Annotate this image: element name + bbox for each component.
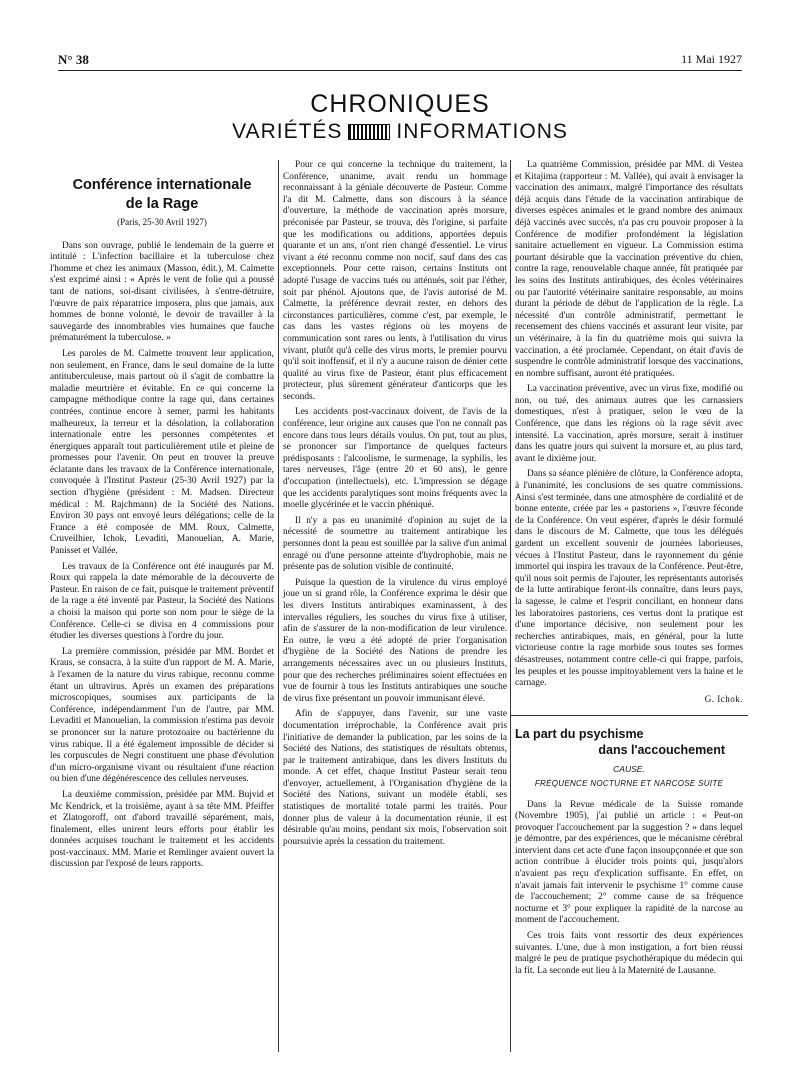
article1-paragraph: La quatrième Commission, présidée par MM. di Vestea et Kitajima (rapporteur : M. Vallée), qui avait à envisager la vaccination des animaux, malgré l'importance des résultats déjà acquis dans l'étude de la vaccination antirabique de diverses espèces animales et le grand nombre des animaux déjà vaccinés avec succès, n'a pas cru pouvoir proposer à la Conférence de modifier profondément la législation sanitaire actuellement en vigueur. La Commission estima pourtant désirable que la vaccination préventive du chien, contre la rage, renouvelable chaque année, fût pratiquée par les soins des Instituts antirabiques, des écoles vétérinaires ou par l'autorité vétérinaire sanitaire responsable, au moins durant la période de début de l'application de la règle. La nécessité d'un contrôle administratif, permettant le recensement des chiens vaccinés et assurant leur visite, par un vétérinaire, à la fin du quatrième mois qui suivra la vaccination, a été proclamée. Cependant, on était d'avis de suspendre le contrôle administratif lorsque des vaccinations, en nombre suffisant, auront été pratiquées. — [515, 160, 743, 379]
article1-title-line1: Conférence internationale — [72, 177, 252, 193]
column-rule-2 — [510, 160, 511, 1052]
article1-paragraph: Il n'y a pas eu unanimité d'opinion au sujet de la nécessité de soumettre au traitement antirabique les personnes dont la peau est souillée par la salive d'un animal enragé ou d'une personne atteinte d'hydrophobie, mais ne présente pas de solution visible de continuité. — [283, 515, 507, 573]
article1-paragraph: La vaccination préventive, avec un virus fixe, modifié ou non, ou tué, des animaux autres que les carnassiers domestiques, n'est à pratiquer, selon le vœu de la Conférence, que dans les régions où la rage sévit avec intensité. La vaccination, après morsure, serait à instituer dans les quatre jours qui suivent la morsure et, au plus tard, avant le dixième jour. — [515, 384, 743, 464]
article2-subhead: FRÉQUENCE NOCTURNE ET NARCOSE SUITE — [534, 778, 724, 788]
article1-paragraph: Dans sa séance plénière de clôture, la Conférence adopta, à l'unanimité, les conclusions de ses quatre commissions. Ainsi s'est terminée, dans une atmosphère de cordialité et de bonne entente, créée par les « pastoriens », l'œuvre féconde de la Conférence. On veut espérer, d'après le désir formulé dans le discours de M. Calmette, que tous les délégués gardent un excellent souvenir de journées laborieuses, vécues à l'Institut Pasteur, dans le rayonnement du génie immortel qui inspira les travaux de la Conférence. Peut-être, qu'il nous soit permis de l'ajouter, les représentants autorisés de la lutte antirabique feront-ils connaître, dans leurs pays, la sagesse, le calme et l'esprit conciliant, en honneur dans les laboratoires pastoriens, ces vertus dont la pratique est d'une importance décisive, non seulement pour les recherches antirabiques, mais, en général, pour la lutte victorieuse contre la rage morbide sous toutes ses formes désastreuses, notamment contre celle-ci qui frappe, parfois, les peuples et les pousse impitoyablement vers la haine et le carnage. — [515, 469, 743, 689]
article1-paragraph: Dans son ouvrage, publié le lendemain de la guerre et intitulé : L'infection bacillaire et la tuberculose chez l'homme et chez les animaux (Masson, édit.), M. Calmette s'est exprimé ainsi : « Après le vent de folie qui a poussé tant de nations, soi-disant civilisées, à s'entre-détruire, l'œuvre de paix réparatrice imposera, plus que jamais, aux hommes de bonne volonté, le devoir de travailler à la sauvegarde des innombrables vies humaines que fauche prématurément la tuberculose. » — [50, 240, 274, 344]
article2-cause: CAUSE. — [613, 764, 645, 775]
masthead-ornament-icon — [348, 124, 390, 140]
header-rule — [58, 70, 742, 71]
column-rule-1 — [278, 160, 279, 1052]
article1-paragraph: Les paroles de M. Calmette trouvent leur application, non seulement, en France, dans le seul domaine de la lutte antituberculeuse, mais partout où il s'agit de combattre la maladie meurtrière et évitable. En ce qui concerne la campagne méthodique contre la rage qui, dans certaines contrées, continue encore à semer, parmi les habitants malheureux, la terreur et la désolation, la collaboration internationale entre les personnes compétentes et énergiques apparaît tout particulièrement utile et pleine de promesses pour l'avenir. On peut en trouver la preuve éclatante dans les travaux de la Conférence internationale, convoquée à l'Institut Pasteur (25-30 Avril 1927) par la section d'hygiène (président : M. Madsen. Directeur médical : M. Rajchmann) de la Société des Nations. Environ 30 pays ont envoyé leurs délégations; celle de la France a été composée de MM. Roux, Calmette, Cruveilhier, Ichok, Levaditi, Manouelian, A. Marie, Panisset et Vallée. — [50, 348, 274, 557]
article1-paragraph: Puisque la question de la virulence du virus employé joue un si grand rôle, la Conférence exprima le désir que les divers Instituts antirabiques examinassent, à des intervalles réguliers, les souches du virus fixe à utiliser, afin de s'assurer de la non-modification de leur virulence. En outre, le vœu a été adopté de prier l'organisation d'hygiène de la Société des Nations de prendre les arrangements nécessaires avec un ou plusieurs Instituts, pour que des recherches préliminaires soient effectuées en vue de fournir à tous les Instituts antirabiques une souche de virus fixe présentant un pouvoir immunisant élevé. — [283, 577, 507, 704]
article2-paragraph: Dans la Revue médicale de la Suisse romande (Novembre 1905), j'ai publié un article : « Peut-on provoquer l'accouchement par la suggestion ? » dans lequel je démontre, par des expériences, que le mécanisme cérébral intervient dans cet acte d'une façon insoupçonnée et que son action contribue à élucider trois points qui, jusqu'alors n'avaient pas reçu d'explication suffisante. En effet, on n'avait jamais fait intervenir le psychisme 1° comme cause de l'accouchement; 2° comme cause de sa fréquence nocturne et 3° pour expliquer la rapidité de la narcose au moment de l'accouchement. — [515, 799, 743, 926]
column-1 — [50, 160, 274, 871]
masthead-informations: INFORMATIONS — [396, 120, 568, 143]
article-separator — [510, 715, 748, 716]
column-3 — [515, 160, 743, 977]
column-2 — [283, 160, 507, 848]
masthead-varietes: VARIÉTÉS — [232, 120, 343, 143]
masthead-chroniques: CHRONIQUES — [310, 90, 490, 118]
article1-paragraph: Pour ce qui concerne la technique du traitement, la Conférence, unanime, avait rendu un hommage reconnaissant à la géniale découverte de Pasteur. Comme l'a dit M. Calmette, dans son discours à la séance d'ouverture, la méthode de vaccination après morsure, préconisée par Pasteur, se trouva, dès l'origine, si parfaite que les modifications ou additions, apportées depuis quarante et un ans, n'ont rien changé d'essentiel. Le virus vivant a été reconnu comme non nocif, sauf dans des cas exceptionnels. Pour cette raison, certains Instituts ont adopté l'usage de vaccins tués ou atténués, soit par l'éther, soit par phénol. Ajoutons que, de l'avis autorisé de M. Calmette, la préférence devrait rester, en dehors des circonstances particulières, comme c'est, par exemple, le cas dans les vastes régions où les moyens de communication sont rares ou lents, à l'utilisation du virus vivant, plutôt qu'à celle des virus morts, le premier pourvu qu'il soit inoffensif, et il n'y a aucune raison de dénier cette qualité au virus fixe de Pasteur, étant plus efficacement protecteur, plus sûrement générateur d'anticorps que les seconds. — [283, 160, 507, 402]
issue-number: N° 38 — [58, 52, 89, 67]
masthead-line2 — [0, 120, 800, 144]
article1-paragraph: Afin de s'appuyer, dans l'avenir, sur une vaste documentation irréprochable, la Conférence avait pris l'initiative de demander la publication, par les soins de la Société des Nations, des statistiques de résultats obtenus, par le traitement antirabique, dans les divers Instituts du monde. A cet effet, chaque Institut Pasteur serait tenu d'envoyer, actuellement, à l'Organisation d'hygiène de la Société des Nations, suivant un modèle établi, ses statistiques de mortalité totale parmi les traités. Pour donner plus de valeur à la documentation réunie, il est désirable qu'au moins, pendant six mois, l'observation soit poursuivie après la cessation du traitement. — [283, 709, 507, 847]
article1-paragraph: La deuxième commission, présidée par MM. Bujvid et Mc Kendrick, et la troisième, ayant à sa tête MM. Pfeiffer et Zlatogoroff, ont d'abord travaillé séparément, mais, finalement, elles unirent leurs efforts pour établir les données acquises touchant le traitement et les accidents post-vaccinaux. MM. Marie et Remlinger avaient ouvert la discussion par l'exposé de leurs rapports. — [50, 789, 274, 870]
article2-title-line1: La part du psychisme — [515, 727, 644, 742]
issue-date: 11 Mai 1927 — [681, 52, 742, 66]
article1-subtitle: (Paris, 25-30 Avril 1927) — [117, 217, 207, 227]
article1-signature: G. Ichok. — [704, 693, 743, 704]
article2-title-line2: dans l'accouchement — [598, 743, 725, 758]
article1-paragraph: La première commission, présidée par MM. Bordet et Kraus, se consacra, à la suite d'un rapport de M. A. Marie, à l'examen de la nature du virus rabique, reconnu comme étant un ultravirus. Après un examen des préparations microscopiques, soumises aux participants de la Conférence, indépendamment l'un de l'autre, par MM. Levaditi et Manouelian, la commission n'estima pas devoir se prononcer sur la nature protozoaire ou bactérienne du virus rabique. Il a été également impossible de décider si les corpuscules de Negri constituent une phase d'évolution d'un micro-organisme vivant ou résultaient d'une réaction ou bien d'une dégénérescence des cellules nerveuses. — [50, 646, 274, 785]
article2-paragraph: Ces trois faits vont ressortir des deux expériences suivantes. L'une, due à mon instigation, a fort bien réussi malgré le peu de pratique psychothérapique du médecin qui la fit. La seconde eut lieu à la Maternité de Lausanne. — [515, 931, 743, 976]
article1-title-line2: de la Rage — [125, 196, 199, 212]
article1-paragraph: Les travaux de la Conférence ont été inaugurés par M. Roux qui rappela la date mémorable de la découverte de Pasteur. En raison de ce fait, puisque le traitement préventif de la rage a été inventé par Pasteur, la Société des Nations a choisi la maison qui porte son nom pour le siège de la Conférence. Celle-ci se divisa en 4 commissions pour étudier les diverses questions à l'ordre du jour. — [50, 561, 274, 642]
running-header — [58, 52, 742, 70]
article1-paragraph: Les accidents post-vaccinaux doivent, de l'avis de la conférence, leur origine aux causes que l'on ne connaît pas encore dans tous leurs détails voulus. On put, tout au plus, se prononcer sur l'importance de quelques facteurs prédisposants : l'alcoolisme, le surmenage, la syphilis, les tares nerveuses, l'âge (entre 20 et 60 ans), le genre d'occupation (intellectuels), etc. L'impression se dégage que les accidents paralytiques sont moins fréquents avec la moelle glycérinée et le vaccin phéniqué. — [283, 407, 507, 511]
